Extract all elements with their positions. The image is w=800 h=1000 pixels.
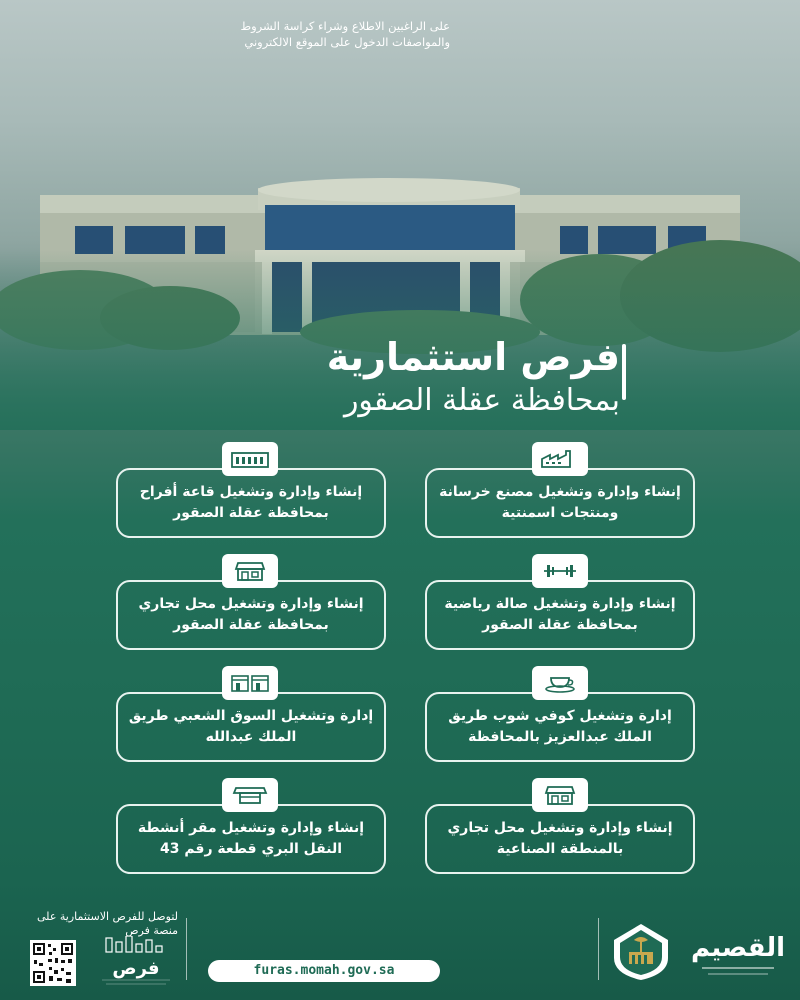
opportunity-text: إدارة وتشغيل السوق الشعبي طريق الملك عبدالله xyxy=(128,708,374,745)
furas-logo xyxy=(96,936,176,988)
opportunity-card[interactable] xyxy=(116,580,386,650)
footer-info-text: على الراغبين الاطلاع وشراء كراسة الشروط والمواصفات الدخول على الموقع الالكتروني xyxy=(240,19,450,49)
dumbbell-icon xyxy=(532,554,588,588)
wedding-hall-icon xyxy=(222,442,278,476)
furas-logo-text: فرص xyxy=(112,958,160,979)
headline xyxy=(327,335,620,421)
page-subtitle: بمحافظة عقلة الصقور xyxy=(343,383,620,418)
municipality-emblem-icon xyxy=(612,922,670,982)
page-title: فرص استثمارية xyxy=(326,335,620,379)
opportunity-card[interactable] xyxy=(425,804,695,874)
opportunity-text: إدارة وتشغيل كوفي شوب طريق الملك عبدالعزيز بالمحافظة xyxy=(448,708,672,745)
opportunity-card[interactable] xyxy=(425,468,695,538)
municipality-logo-text: القصيم xyxy=(692,933,784,963)
opportunity-card[interactable] xyxy=(116,692,386,762)
shop-icon xyxy=(222,554,278,588)
opportunity-card[interactable] xyxy=(425,692,695,762)
qr-caption: لتوصل للفرص الاستثمارية على منصة فرص xyxy=(37,910,178,937)
opportunity-text: إنشاء وإدارة وتشغيل محل تجاري بالمنطقة الصناعية xyxy=(447,820,673,857)
website-link[interactable]: furas.momah.gov.sa xyxy=(208,960,440,982)
qr-code-icon[interactable] xyxy=(30,940,76,986)
opportunity-text: إنشاء وإدارة وتشغيل صالة رياضية بمحافظة عقلة الصقور xyxy=(444,596,676,633)
opportunity-text: إنشاء وإدارة وتشغيل مصنع خرسانة ومنتجات اسمنتية xyxy=(439,484,681,521)
market-icon xyxy=(222,666,278,700)
opportunity-card[interactable] xyxy=(425,580,695,650)
footer-divider xyxy=(598,918,599,980)
shop-icon xyxy=(532,778,588,812)
factory-icon xyxy=(532,442,588,476)
opportunity-text: إنشاء وإدارة وتشغيل قاعة أفراح بمحافظة عقلة الصقور xyxy=(139,484,363,521)
opportunity-text: إنشاء وإدارة وتشغيل محل تجاري بمحافظة عقلة الصقور xyxy=(138,596,364,633)
coffee-cup-icon xyxy=(532,666,588,700)
headline-divider xyxy=(622,344,626,400)
opportunity-card[interactable] xyxy=(116,804,386,874)
municipality-logo xyxy=(692,918,784,984)
kiosk-icon xyxy=(222,778,278,812)
footer-divider xyxy=(186,918,187,980)
opportunity-text: إنشاء وإدارة وتشغيل مقر أنشطة النقل البري قطعة رقم 43 xyxy=(137,820,365,857)
opportunity-card[interactable] xyxy=(116,468,386,538)
